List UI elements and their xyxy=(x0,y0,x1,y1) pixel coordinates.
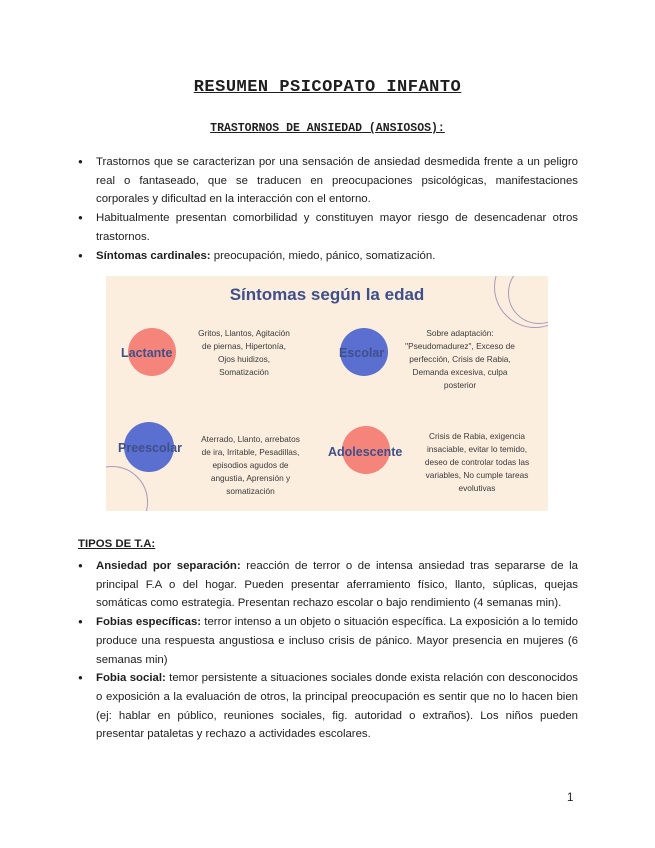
desc-line: angustia, Aprensión y xyxy=(210,473,291,483)
type-name: Fobia social: xyxy=(96,672,166,685)
desc-line: variables, No cumple tareas xyxy=(425,470,529,480)
desc-line: somatización xyxy=(226,486,275,496)
type-bullet xyxy=(96,557,578,613)
desc-line: Aterrado, Llanto, arrebatos xyxy=(201,434,300,444)
lactante-description xyxy=(184,327,304,379)
type-description: terror intenso a un objeto o situación específica. La exposición a lo temido produce una respuesta angustiosa e incluso crisis de pánico. Mayor presencia en mujeres (6 semanas min) xyxy=(96,616,579,666)
desc-line: Crisis de Rabia, exigencia xyxy=(429,431,525,441)
desc-line: deseo de controlar todas las xyxy=(424,457,530,467)
desc-line: episodios agudos de xyxy=(212,460,289,470)
intro-bullet-text: Habitualmente presentan comorbilidad y constituyen mayor riesgo de desencadenar otros trastornos. xyxy=(96,212,578,243)
desc-line: Sobre adaptación: xyxy=(426,328,494,338)
intro-bullet-text: preocupación, miedo, pánico, somatización. xyxy=(210,249,436,262)
decorative-ring xyxy=(106,466,148,511)
types-bullet-list xyxy=(96,557,578,744)
adolescente-label: Adolescente xyxy=(328,445,403,459)
desc-line: Gritos, Llantos, Agitación xyxy=(198,328,290,338)
preescolar-label: Preescolar xyxy=(118,441,182,455)
desc-line: de ira, Irritable, Pesadillas, xyxy=(201,447,300,457)
intro-bullet xyxy=(96,247,578,266)
desc-line: "Pseudomadurez", Exceso de xyxy=(405,341,515,351)
type-name: Fobias específicas: xyxy=(96,616,202,629)
type-description: reacción de terror o de intensa ansiedad tras separarse de la principal F.A o del hogar. Pueden presentar aferramiento físico, llanto, súplicas, quejas somáticas como estrategia. Presentan rechazo escolar o bajo rendimiento (4 semanas min). xyxy=(96,560,578,610)
type-name: Ansiedad por separación: xyxy=(96,560,241,572)
desc-line: insaciable, evitar lo temido, xyxy=(426,444,528,454)
desc-line: de piernas, Hipertonía, xyxy=(202,341,286,351)
type-bullet xyxy=(96,613,578,669)
intro-bullet-text: Trastornos que se caracterizan por una sensación de ansiedad desmedida frente a un peligro real o fantaseado, que se traducen en preocupaciones psicológicas, manifestaciones corporales y dificultad en la interacción con el entorno. xyxy=(96,156,578,206)
desc-line: evolutivas xyxy=(458,483,496,493)
section-title: TRASTORNOS DE ANSIEDAD (ANSIOSOS): xyxy=(210,122,445,135)
type-bullet xyxy=(96,669,578,744)
desc-line: Ojos huidizos, xyxy=(217,354,271,364)
desc-line: Somatización xyxy=(219,367,269,377)
desc-line: perfección, Crisis de Rabia, xyxy=(409,354,511,364)
types-heading: TIPOS DE T.A: xyxy=(78,538,156,550)
symptoms-by-age-infographic xyxy=(106,276,548,511)
desc-line: posterior xyxy=(443,380,477,390)
infographic-title: Síntomas según la edad xyxy=(229,285,425,304)
escolar-label: Escolar xyxy=(339,346,385,360)
intro-bullet xyxy=(96,153,578,209)
page-number: 1 xyxy=(567,792,574,804)
preescolar-description xyxy=(188,433,313,498)
intro-bullet-bold: Síntomas cardinales: xyxy=(96,249,211,262)
type-description: temor persistente a situaciones sociales donde exista relación con desconocidos o exposición a la evaluación de otros, la principal preocupación es sentir que no lo hacen bien (ej: hablar en público, reuniones sociales, fig. autoridad o extraños). Los niños pueden presentar pataletas y rechazo a actividades escolares. xyxy=(96,672,578,741)
adolescente-description xyxy=(412,430,542,495)
lactante-label: Lactante xyxy=(121,346,173,360)
intro-bullet-list xyxy=(96,153,578,265)
document-title: RESUMEN PSICOPATO INFANTO xyxy=(193,78,462,97)
desc-line: Demanda excesiva, culpa xyxy=(412,367,508,377)
intro-bullet xyxy=(96,209,578,246)
escolar-description xyxy=(396,327,524,392)
